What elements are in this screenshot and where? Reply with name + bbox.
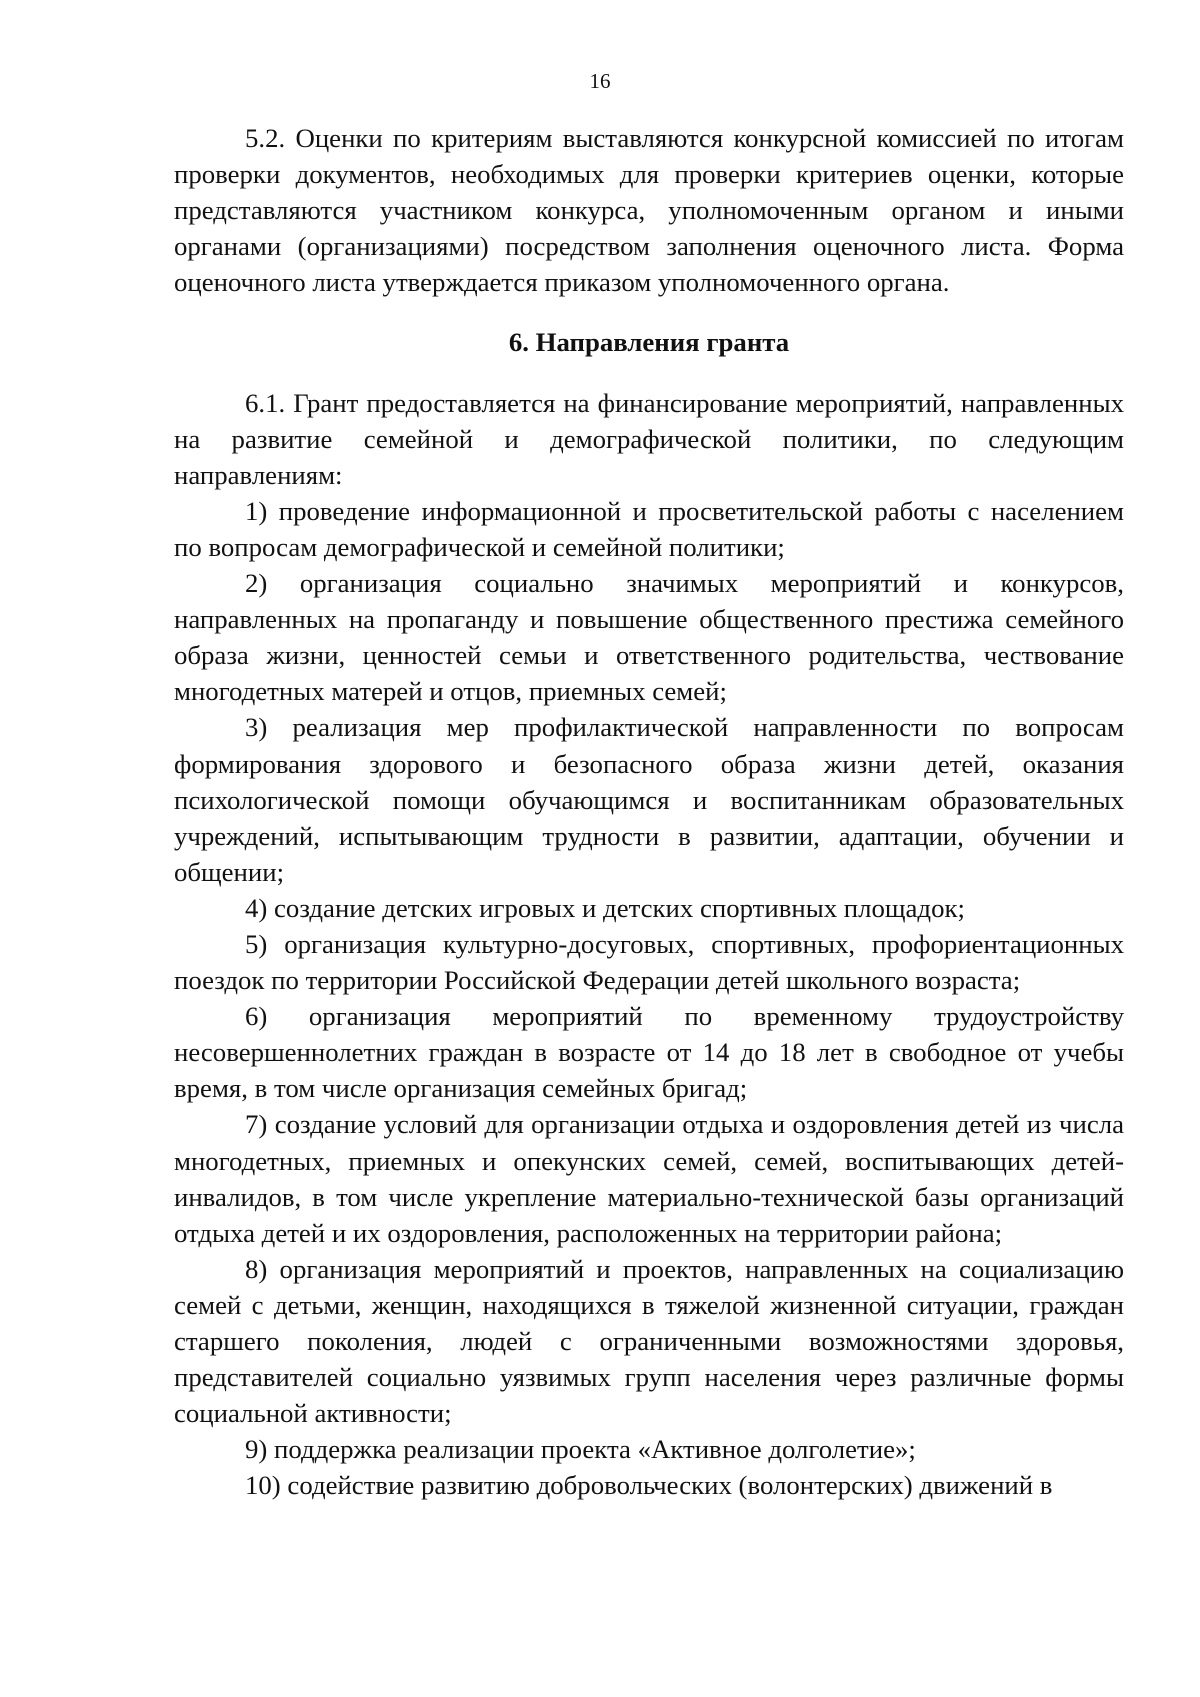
document-body xyxy=(174,120,1124,1503)
section-heading: 6. Направления гранта xyxy=(508,327,790,358)
list-item: 2) организация социально значимых мероприятий и конкурсов, направленных на пропаганду и повышение общественного престижа семейного образа жизни, ценностей семьи и ответственного родительства, чествование многодетных матерей и отцов, приемных семей; xyxy=(174,568,1124,707)
list-item: 3) реализация мер профилактической направленности по вопросам формирования здорового и безопасного образа жизни детей, оказания психологической помощи обучающимся и воспитанникам образовательных учреждений, испытывающим трудности в развитии, адаптации, обучении и общении; xyxy=(174,712,1124,887)
list-item: 1) проведение информационной и просветительской работы с населением по вопросам демографической и семейной политики; xyxy=(174,495,1124,562)
paragraph-6-1: 6.1. Грант предоставляется на финансирование мероприятий, направленных на развитие семейной и демографической политики, по следующим направлениям: xyxy=(174,387,1124,490)
page-number: 16 xyxy=(589,69,611,93)
list-item: 8) организация мероприятий и проектов, направленных на социализацию семей с детьми, женщин, находящихся в тяжелой жизненной ситуации, граждан старшего поколения, людей с ограниченными возможностями здоровья, представителей социально уязвимых групп населения через различные формы социальной активности; xyxy=(174,1253,1124,1429)
list-item: 6) организация мероприятий по временному трудоустройству несовершеннолетних граждан в возрасте от 14 до 18 лет в свободное от учебы время, в том числе организация семейных бригад; xyxy=(174,1001,1124,1104)
list-item: 7) создание условий для организации отдыха и оздоровления детей из числа многодетных, приемных и опекунских семей, семей, воспитывающих детей-инвалидов, в том числе укрепление материально-технической базы организаций отдыха детей и их оздоровления, расположенных на территории района; xyxy=(174,1109,1124,1248)
list-item: 4) создание детских игровых и детских спортивных площадок; xyxy=(245,892,965,923)
list-item: 5) организация культурно-досуговых, спортивных, профориентационных поездок по территории Российской Федерации детей школьного возраста; xyxy=(174,928,1124,996)
paragraph-5-2: 5.2. Оценки по критериям выставляются конкурсной комиссией по итогам проверки документов, необходимых для проверки критериев оценки, которые представляются участником конкурса, уполномоченным органом и иными органами (организациями) посредством заполнения оценочного листа. Форма оценочного листа утверждается приказом уполномоченного органа. xyxy=(174,123,1124,298)
list-item: 9) поддержка реализации проекта «Активное долголетие»; xyxy=(245,1434,916,1465)
list-item: 10) содействие развитию добровольческих (волонтерских) движений в xyxy=(245,1470,1053,1501)
